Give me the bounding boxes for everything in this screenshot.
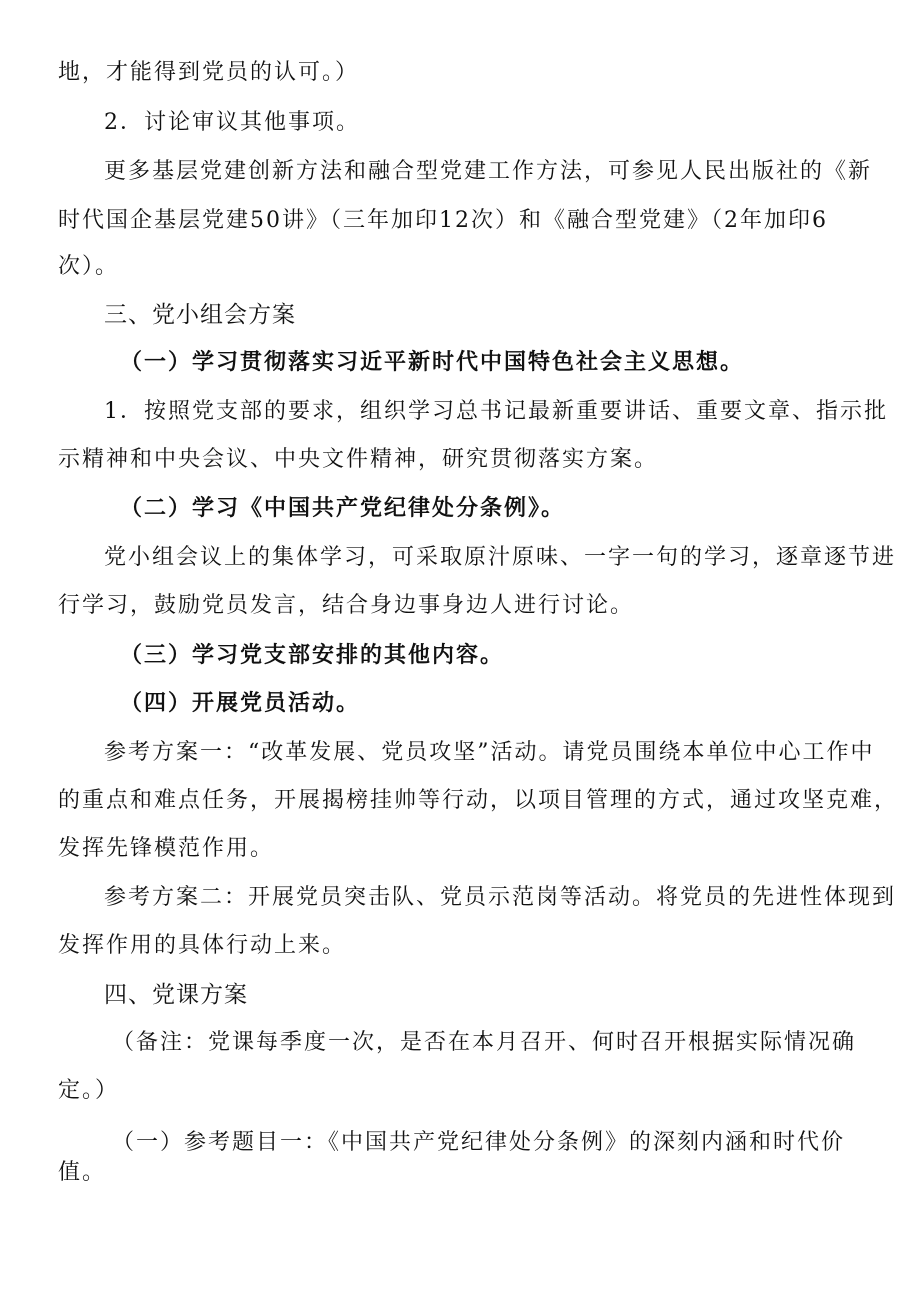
paragraph-line: 行学习，鼓励党员发言，结合身边事身边人进行讨论。 bbox=[58, 593, 635, 618]
paragraph-line: 更多基层党建创新方法和融合型党建工作方法，可参见人民出版社的《新 bbox=[104, 159, 873, 184]
paragraph-line: 发挥作用的具体行动上来。 bbox=[58, 933, 347, 958]
subsection-heading: （一）学习贯彻落实习近平新时代中国特色社会主义思想。 bbox=[120, 349, 745, 375]
paragraph-line: 参考方案一：“改革发展、党员攻坚”活动。请党员围绕本单位中心工作中 bbox=[104, 740, 875, 765]
subsection-heading: （二）学习《中国共产党纪律处分条例》。 bbox=[120, 495, 566, 521]
paragraph-line: 2．讨论审议其他事项。 bbox=[104, 110, 360, 135]
subsection-heading: （三）学习党支部安排的其他内容。 bbox=[120, 642, 505, 668]
section-heading: 四、党课方案 bbox=[104, 982, 248, 1008]
section-heading: 三、党小组会方案 bbox=[104, 302, 296, 328]
paragraph-line: 1．按照党支部的要求，组织学习总书记最新重要讲话、重要文章、指示批 bbox=[104, 399, 888, 424]
paragraph-line: 时代国企基层党建50讲》（三年加印12次）和《融合型党建》（2年加印6 bbox=[58, 208, 828, 233]
subsection-heading: （四）开展党员活动。 bbox=[120, 690, 361, 716]
paragraph-line: 次）。 bbox=[58, 254, 120, 279]
paragraph-line: 的重点和难点任务，开展揭榜挂帅等行动，以项目管理的方式，通过攻坚克难， bbox=[58, 788, 899, 813]
paragraph-line: 值。 bbox=[58, 1160, 107, 1185]
paragraph-line: 地，才能得到党员的认可。） bbox=[58, 60, 360, 85]
paragraph-line: （一）参考题目一：《中国共产党纪律处分条例》的深刻内涵和时代价 bbox=[112, 1130, 846, 1155]
paragraph-line: 参考方案二：开展党员突击队、党员示范岗等活动。将党员的先进性体现到 bbox=[104, 885, 897, 910]
paragraph-line: 党小组会议上的集体学习，可采取原汁原味、一字一句的学习，逐章逐节进 bbox=[104, 545, 897, 570]
paragraph-line: 定。） bbox=[58, 1078, 120, 1103]
paragraph-line: （备注：党课每季度一次，是否在本月召开、何时召开根据实际情况确 bbox=[112, 1030, 857, 1055]
paragraph-line: 示精神和中央会议、中央文件精神，研究贯彻落实方案。 bbox=[58, 447, 659, 472]
paragraph-line: 发挥先锋模范作用。 bbox=[58, 836, 275, 861]
